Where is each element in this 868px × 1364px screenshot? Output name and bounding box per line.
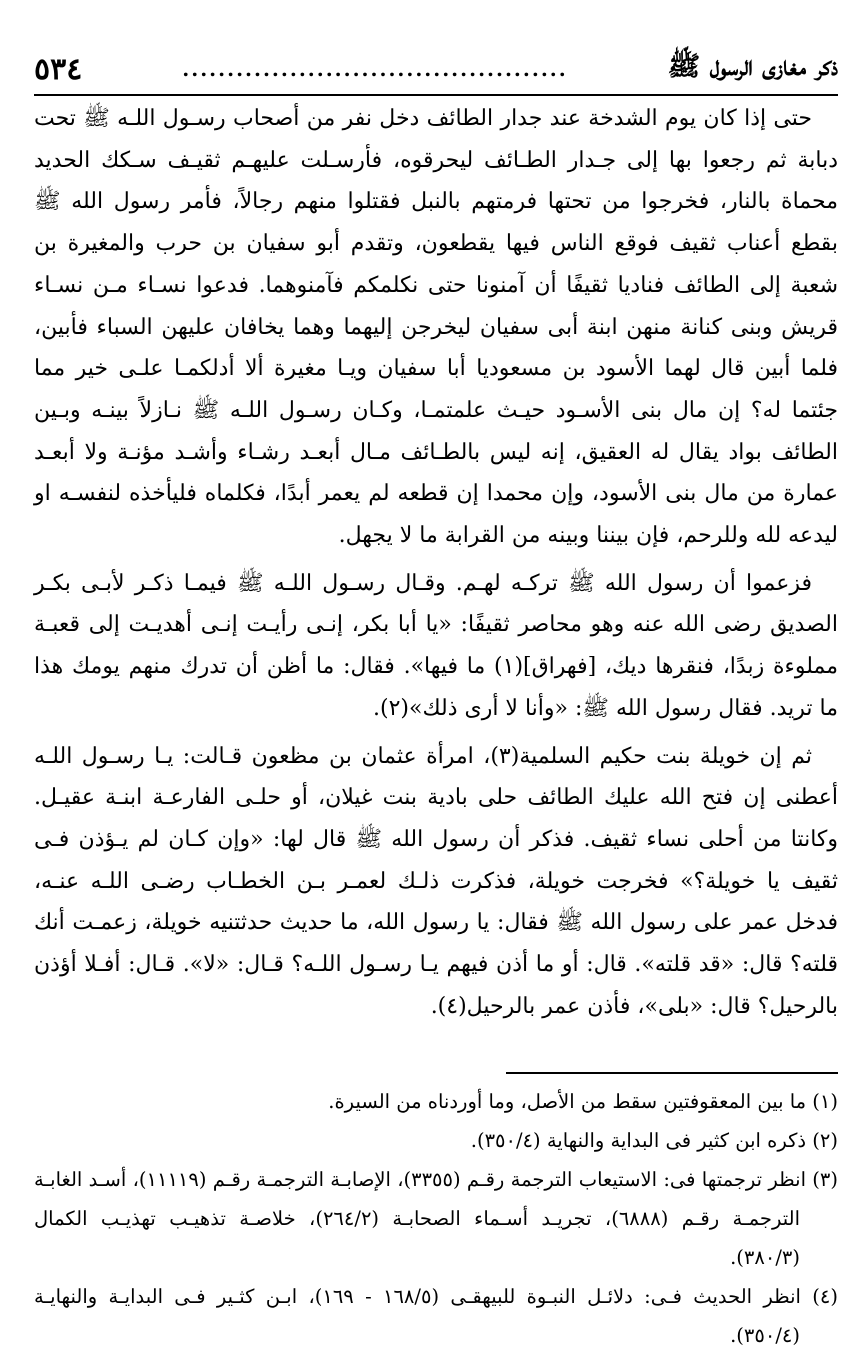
- footnote-1: (١) ما بين المعقوفتين سقط من الأصل، وما أوردناه من السيرة.: [328, 1090, 838, 1113]
- leader-dots: ...........................................: [182, 57, 568, 81]
- main-text: [34, 98, 838, 1033]
- paragraph-2: فزعموا أن رسول الله ﷺ تركـه لهـم. وقـال رسـول اللـه ﷺ فيمـا ذكـر لأبـى بكـر الصديق رضى الله عنه وهو محاصر ثقيفًا: «يا أبا بكر، إنـى رأيـت إنـى أهديـت إلى قعبـة مملوءة زبدًا، فنقرها ديك، [فهراق](١) ما فيها». فقال: ما أظن أن تدرك منهم يومك هذا ما تريد. فقال رسول الله ﷺ: «وأنا لا أرى ذلك»(٢).: [34, 570, 838, 721]
- page-header: [34, 44, 838, 96]
- footnote-separator: [506, 1072, 838, 1074]
- page-number: ٥٣٤: [34, 51, 83, 87]
- footnote-2: (٢) ذكره ابن كثير فى البداية والنهاية (٣٥٠/٤).: [470, 1129, 838, 1152]
- running-title: ذكر مغازى الرسول ﷺ: [667, 51, 838, 82]
- paragraph-3: ثم إن خويلة بنت حكيم السلمية(٣)، امرأة عثمان بن مظعون قـالت: يـا رسـول اللـه أعطنى إن فتح الله عليك الطائف حلى بادية بنت غيلان، أو حلـى الفارعـة ابنـة عقيـل. وكانتا من أحلى نساء ثقيف. فذكر أن رسول الله ﷺ قال لها: «وإن كـان لم يـؤذن فـى ثقيف يا خويلة؟» فخرجت خويلة، فذكرت ذلـك لعمـر بـن الخطـاب رضـى اللـه عنـه، فدخل عمر على رسول الله ﷺ فقال: يا رسول الله، ما حديث حدثتنيه خويلة، زعمـت أنك قلته؟ قال: «قد قلته». قال: أو ما أذن فيهم يـا رسـول اللـه؟ قـال: «لا». قـال: أفـلا أؤذن بالرحيل؟ قال: «بلى»، فأذن عمر بالرحيل(٤).: [34, 743, 838, 1019]
- footnotes: [34, 1082, 838, 1355]
- footnote-4: (٤) انظر الحديث فـى: دلائـل النبـوة للبيهقـى (١٦٨/٥ - ١٦٩)، ابـن كثـير فـى البدايـة والنهايـة (٣٥٠/٤).: [34, 1285, 838, 1347]
- paragraph-1: حتى إذا كان يوم الشدخة عند جدار الطائف دخل نفر من أصحاب رسـول اللـه ﷺ تحت دبابة ثم رجعوا بها إلى جـدار الطـائف ليحرقوه، فأرسـلت عليهـم ثقيـف سـكك الحديد محماة بالنار، فخرجوا من تحتها فرمتهم بالنبل فقتلوا منهم رجالاً، فأمر رسول الله ﷺ بقطع أعناب ثقيف فوقع الناس فيها يقطعون، وتقدم أبو سفيان بن حرب والمغيرة بن شعبة إلى الطائف فناديا ثقيفًا أن آمنونا حتى نكلمكم فآمنوهما. فدعوا نسـاء مـن نسـاء قريش وبنى كنانة منهن ابنة أبى سفيان ليخرجن إليهما وهما يخافان عليهن السباء فأبين، فلما أبين قال لهما الأسود بن مسعوديا أبا سفيان ويـا مغيرة ألا أدلكمـا علـى خير مما جئتما له؟ إن مال بنى الأسـود حيـث علمتمـا، وكـان رسـول اللـه ﷺ نـازلاً بينـه وبـين الطائف بواد يقال له العقيق، إنه ليس بالطـائف مـال أبعـد رشـاء وأشـد مؤنـة ولا أبعـد عمارة من مال بنى الأسود، وإن محمدا إن قطعه لم يعمر أبدًا، فكلماه فليأخذه لنفسـه او ليدعه لله وللرحم، فإن بيننا وبينه من القرابة ما لا يجهل.: [34, 106, 838, 549]
- footnote-3: (٣) انظر ترجمتها فى: الاستيعاب الترجمة رقـم (٣٣٥٥)، الإصابـة الترجمـة رقـم (١١١١٩)، أسـد الغابـة الترجمـة رقـم (٦٨٨٨)، تجريـد أسـماء الصحابـة (٢٦٤/٢)، خلاصـة تذهيـب تهذيـب الكمال (٣٨٠/٣).: [34, 1168, 838, 1269]
